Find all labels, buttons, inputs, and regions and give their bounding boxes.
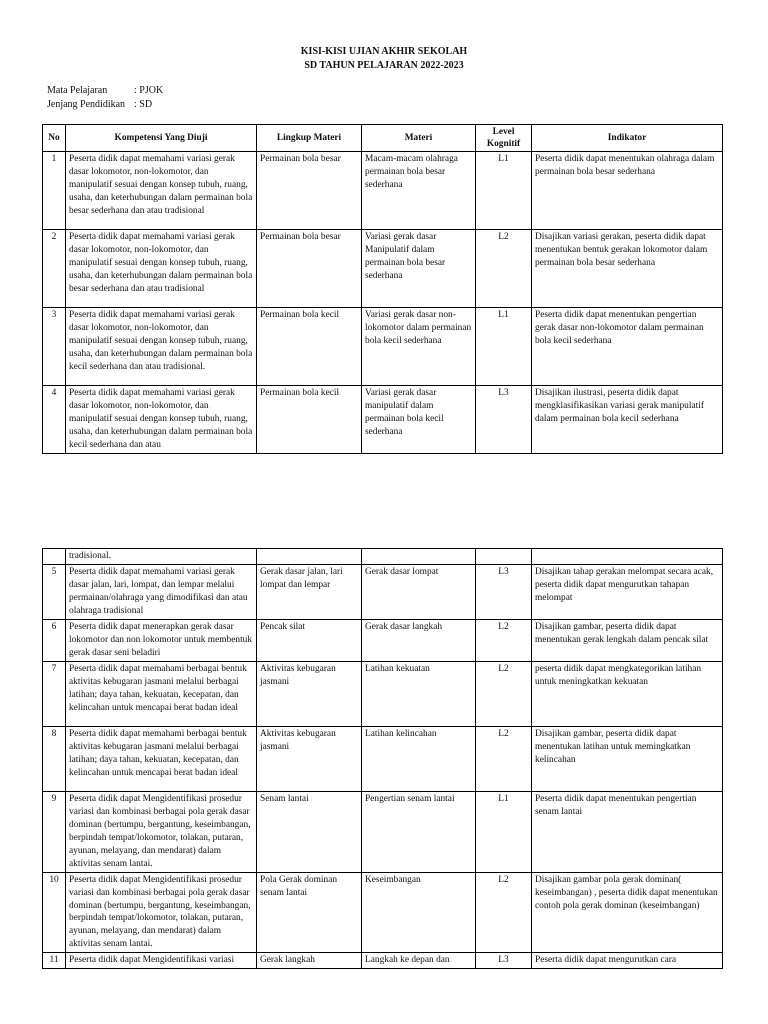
table-row bbox=[43, 308, 723, 386]
table-row bbox=[43, 953, 723, 969]
cell-lingkup: Gerak langkah bbox=[257, 953, 362, 969]
table-row bbox=[43, 726, 723, 791]
cell-no: 1 bbox=[43, 152, 66, 230]
cell-indikator: Peserta didik dapat menentukan pengertian gerak dasar non-lokomotor dalam permainan bola kecil sederhana bbox=[532, 308, 723, 386]
cell-lingkup: Pola Gerak dominan senam lantai bbox=[257, 872, 362, 953]
cell-no: 9 bbox=[43, 791, 66, 872]
cell-kompetensi: Peserta didik dapat memahami berbagai bentuk aktivitas kebugaran jasmani melalui berbagai latihan; daya tahan, kekuatan, kecepatan, dan kelincahan untuk mencapai berat badan ideal bbox=[66, 726, 257, 791]
cell-materi: Macam-macam olahraga permainan bola besar sederhana bbox=[362, 152, 476, 230]
cell-level: L2 bbox=[476, 726, 532, 791]
header-no: No bbox=[43, 125, 66, 152]
cell-level: L3 bbox=[476, 953, 532, 969]
header-lingkup-materi: Lingkup Materi bbox=[257, 125, 362, 152]
cell-kompetensi: Peserta didik dapat Mengidentifikasi prosedur variasi dan kombinasi berbagai pola gerak dasar dominan (bertumpu, bergantung, keseimbangan, berpindah tempat/lokomotor, tolakan, putaran, ayunan, melayang, dan mendarat) dalam aktivitas senam lantai. bbox=[66, 791, 257, 872]
kisi-kisi-table-page-2 bbox=[42, 548, 723, 969]
cell-indikator: Peserta didik dapat menentukan olahraga dalam permainan bola besar sederhana bbox=[532, 152, 723, 230]
cell-materi: Gerak dasar lompat bbox=[362, 564, 476, 619]
cell-level: L2 bbox=[476, 230, 532, 308]
cell-indikator: Disajikan ilustrasi, peserta didik dapat mengklasifikasikan variasi gerak manipulatif dalam permainan bola kecil sederhana bbox=[532, 386, 723, 454]
cell-indikator: Disajikan gambar, peserta didik dapat menentukan gerak lengkah dalam pencak silat bbox=[532, 619, 723, 661]
cell-level: L3 bbox=[476, 386, 532, 454]
meta-label: Mata Pelajaran bbox=[47, 85, 108, 96]
table-row bbox=[43, 386, 723, 454]
cell-kompetensi: tradisional. bbox=[66, 549, 257, 565]
cell-no: 7 bbox=[43, 661, 66, 726]
cell-indikator: Disajikan gambar pola gerak dominan( keseimbangan) , peserta didik dapat menentukan contoh pola gerak dominan (keseimbangan) bbox=[532, 872, 723, 953]
cell-indikator: Disajikan tahap gerakan melompat secara acak, peserta didik dapat mengurutkan tahapan melompat bbox=[532, 564, 723, 619]
cell-lingkup: Aktivitas kebugaran jasmani bbox=[257, 726, 362, 791]
cell-no: 8 bbox=[43, 726, 66, 791]
header-indikator: Indikator bbox=[532, 125, 723, 152]
cell-lingkup: Permainan bola kecil bbox=[257, 308, 362, 386]
cell-kompetensi: Peserta didik dapat memahami variasi gerak dasar lokomotor, non-lokomotor, dan manipulatif sesuai dengan konsep tubuh, ruang, usaha, dan keterhubungan dalam permainan bola kecil sederhana dan atau bbox=[66, 386, 257, 454]
cell-materi bbox=[362, 549, 476, 565]
cell-materi: Pengertian senam lantai bbox=[362, 791, 476, 872]
cell-kompetensi: Peserta didik dapat memahami variasi gerak dasar lokomotor, non-lokomotor, dan manipulatif sesuai dengan konsep tubuh, ruang, usaha, dan keterhubungan dalam permainan bola besar sederhana dan atau tradisional bbox=[66, 152, 257, 230]
table-row bbox=[43, 549, 723, 565]
cell-no: 2 bbox=[43, 230, 66, 308]
cell-kompetensi: Peserta didik dapat memahami variasi gerak dasar jalan, lari, lompat, dan lempar melalui permainan/olahraga yang dimodifikasi dan atau olahraga tradisional bbox=[66, 564, 257, 619]
table-header-row bbox=[43, 125, 723, 152]
cell-level: L3 bbox=[476, 564, 532, 619]
cell-materi: Gerak dasar langkah bbox=[362, 619, 476, 661]
cell-indikator: Peserta didik dapat mengurutkan cara bbox=[532, 953, 723, 969]
cell-lingkup: Gerak dasar jalan, lari lompat dan lempar bbox=[257, 564, 362, 619]
table-row bbox=[43, 872, 723, 953]
cell-no: 3 bbox=[43, 308, 66, 386]
table-body bbox=[43, 152, 723, 454]
cell-indikator: Peserta didik dapat menentukan pengertian senam lantai bbox=[532, 791, 723, 872]
cell-level: L1 bbox=[476, 308, 532, 386]
cell-no: 11 bbox=[43, 953, 66, 969]
cell-lingkup: Senam lantai bbox=[257, 791, 362, 872]
cell-lingkup: Aktivitas kebugaran jasmani bbox=[257, 661, 362, 726]
meta-level bbox=[47, 98, 152, 112]
cell-materi: Variasi gerak dasar non-lokomotor dalam permainan bola kecil sederhana bbox=[362, 308, 476, 386]
cell-materi: Variasi gerak dasar Manipulatif dalam permainan bola besar sederhana bbox=[362, 230, 476, 308]
kisi-kisi-table-page-1 bbox=[42, 124, 723, 454]
cell-indikator bbox=[532, 549, 723, 565]
cell-level: L2 bbox=[476, 661, 532, 726]
cell-lingkup bbox=[257, 549, 362, 565]
cell-lingkup: Permainan bola besar bbox=[257, 152, 362, 230]
cell-materi: Latihan kekuatan bbox=[362, 661, 476, 726]
cell-no bbox=[43, 549, 66, 565]
cell-indikator: Disajikan gambar, peserta didik dapat menentukan latihan untuk memingkatkan kelincahan bbox=[532, 726, 723, 791]
meta-subject bbox=[47, 84, 163, 98]
cell-level: L1 bbox=[476, 152, 532, 230]
header-kompetensi: Kompetensi Yang Diuji bbox=[66, 125, 257, 152]
document-title: KISI-KISI UJIAN AKHIR SEKOLAH bbox=[300, 46, 468, 57]
cell-no: 5 bbox=[43, 564, 66, 619]
cell-lingkup: Pencak silat bbox=[257, 619, 362, 661]
cell-level: L1 bbox=[476, 791, 532, 872]
header-materi: Materi bbox=[362, 125, 476, 152]
table-row bbox=[43, 152, 723, 230]
cell-no: 4 bbox=[43, 386, 66, 454]
meta-label: Jenjang Pendidikan bbox=[47, 99, 126, 110]
cell-kompetensi: Peserta didik dapat memahami berbagai bentuk aktivitas kebugaran jasmani melalui berbagai latihan; daya tahan, kekuatan, kecepatan, dan kelincahan untuk mencapai berat badan ideal bbox=[66, 661, 257, 726]
cell-kompetensi: Peserta didik dapat Mengidentifikasi prosedur variasi dan kombinasi berbagai pola gerak dasar dominan (bertumpu, bergantung, keseimbangan, berpindah tempat/lokomotor, tolakan, putaran, ayunan, melayang, dan mendarat) dalam aktivitas senam lantai. bbox=[66, 872, 257, 953]
cell-lingkup: Permainan bola kecil bbox=[257, 386, 362, 454]
table-row bbox=[43, 564, 723, 619]
cell-materi: Latihan kelincahan bbox=[362, 726, 476, 791]
table-row bbox=[43, 661, 723, 726]
table-body bbox=[43, 549, 723, 969]
cell-lingkup: Permainan bola besar bbox=[257, 230, 362, 308]
meta-value: : PJOK bbox=[134, 85, 164, 96]
cell-kompetensi: Peserta didik dapat Mengidentifikasi variasi bbox=[66, 953, 257, 969]
document-subtitle: SD TAHUN PELAJARAN 2022-2023 bbox=[304, 60, 464, 71]
cell-kompetensi: Peserta didik dapat memahami variasi gerak dasar lokomotor, non-lokomotor, dan manipulatif sesuai dengan konsep tubuh, ruang, usaha, dan keterhubungan dalam permainan bola besar sederhana dan atau tradisional bbox=[66, 230, 257, 308]
cell-no: 10 bbox=[43, 872, 66, 953]
cell-level bbox=[476, 549, 532, 565]
cell-kompetensi: Peserta didik dapat menerapkan gerak dasar lokomotor dan non lokomotor untuk membentuk gerak dasar seni beladiri bbox=[66, 619, 257, 661]
cell-materi: Variasi gerak dasar manipulatif dalam permainan bola kecil sederhana bbox=[362, 386, 476, 454]
cell-indikator: Disajikan variasi gerakan, peserta didik dapat menentukan bentuk gerakan lokomotor dalam permainan bola besar sederhana bbox=[532, 230, 723, 308]
cell-kompetensi: Peserta didik dapat memahami variasi gerak dasar lokomotor, non-lokomotor, dan manipulatif sesuai dengan konsep tubuh, ruang, usaha, dan keterhubungan dalam permainan bola kecil sederhana dan atau tradisional. bbox=[66, 308, 257, 386]
meta-value: : SD bbox=[134, 99, 153, 110]
cell-materi: Keseimbangan bbox=[362, 872, 476, 953]
cell-level: L2 bbox=[476, 619, 532, 661]
cell-no: 6 bbox=[43, 619, 66, 661]
table-row bbox=[43, 619, 723, 661]
table-row bbox=[43, 230, 723, 308]
cell-materi: Langkah ke depan dan bbox=[362, 953, 476, 969]
cell-indikator: peserta didik dapat mengkategorikan latihan untuk meningkatkan kekuatan bbox=[532, 661, 723, 726]
cell-level: L2 bbox=[476, 872, 532, 953]
table-row bbox=[43, 791, 723, 872]
header-level-kognitif: Level Kognitif bbox=[476, 125, 532, 152]
